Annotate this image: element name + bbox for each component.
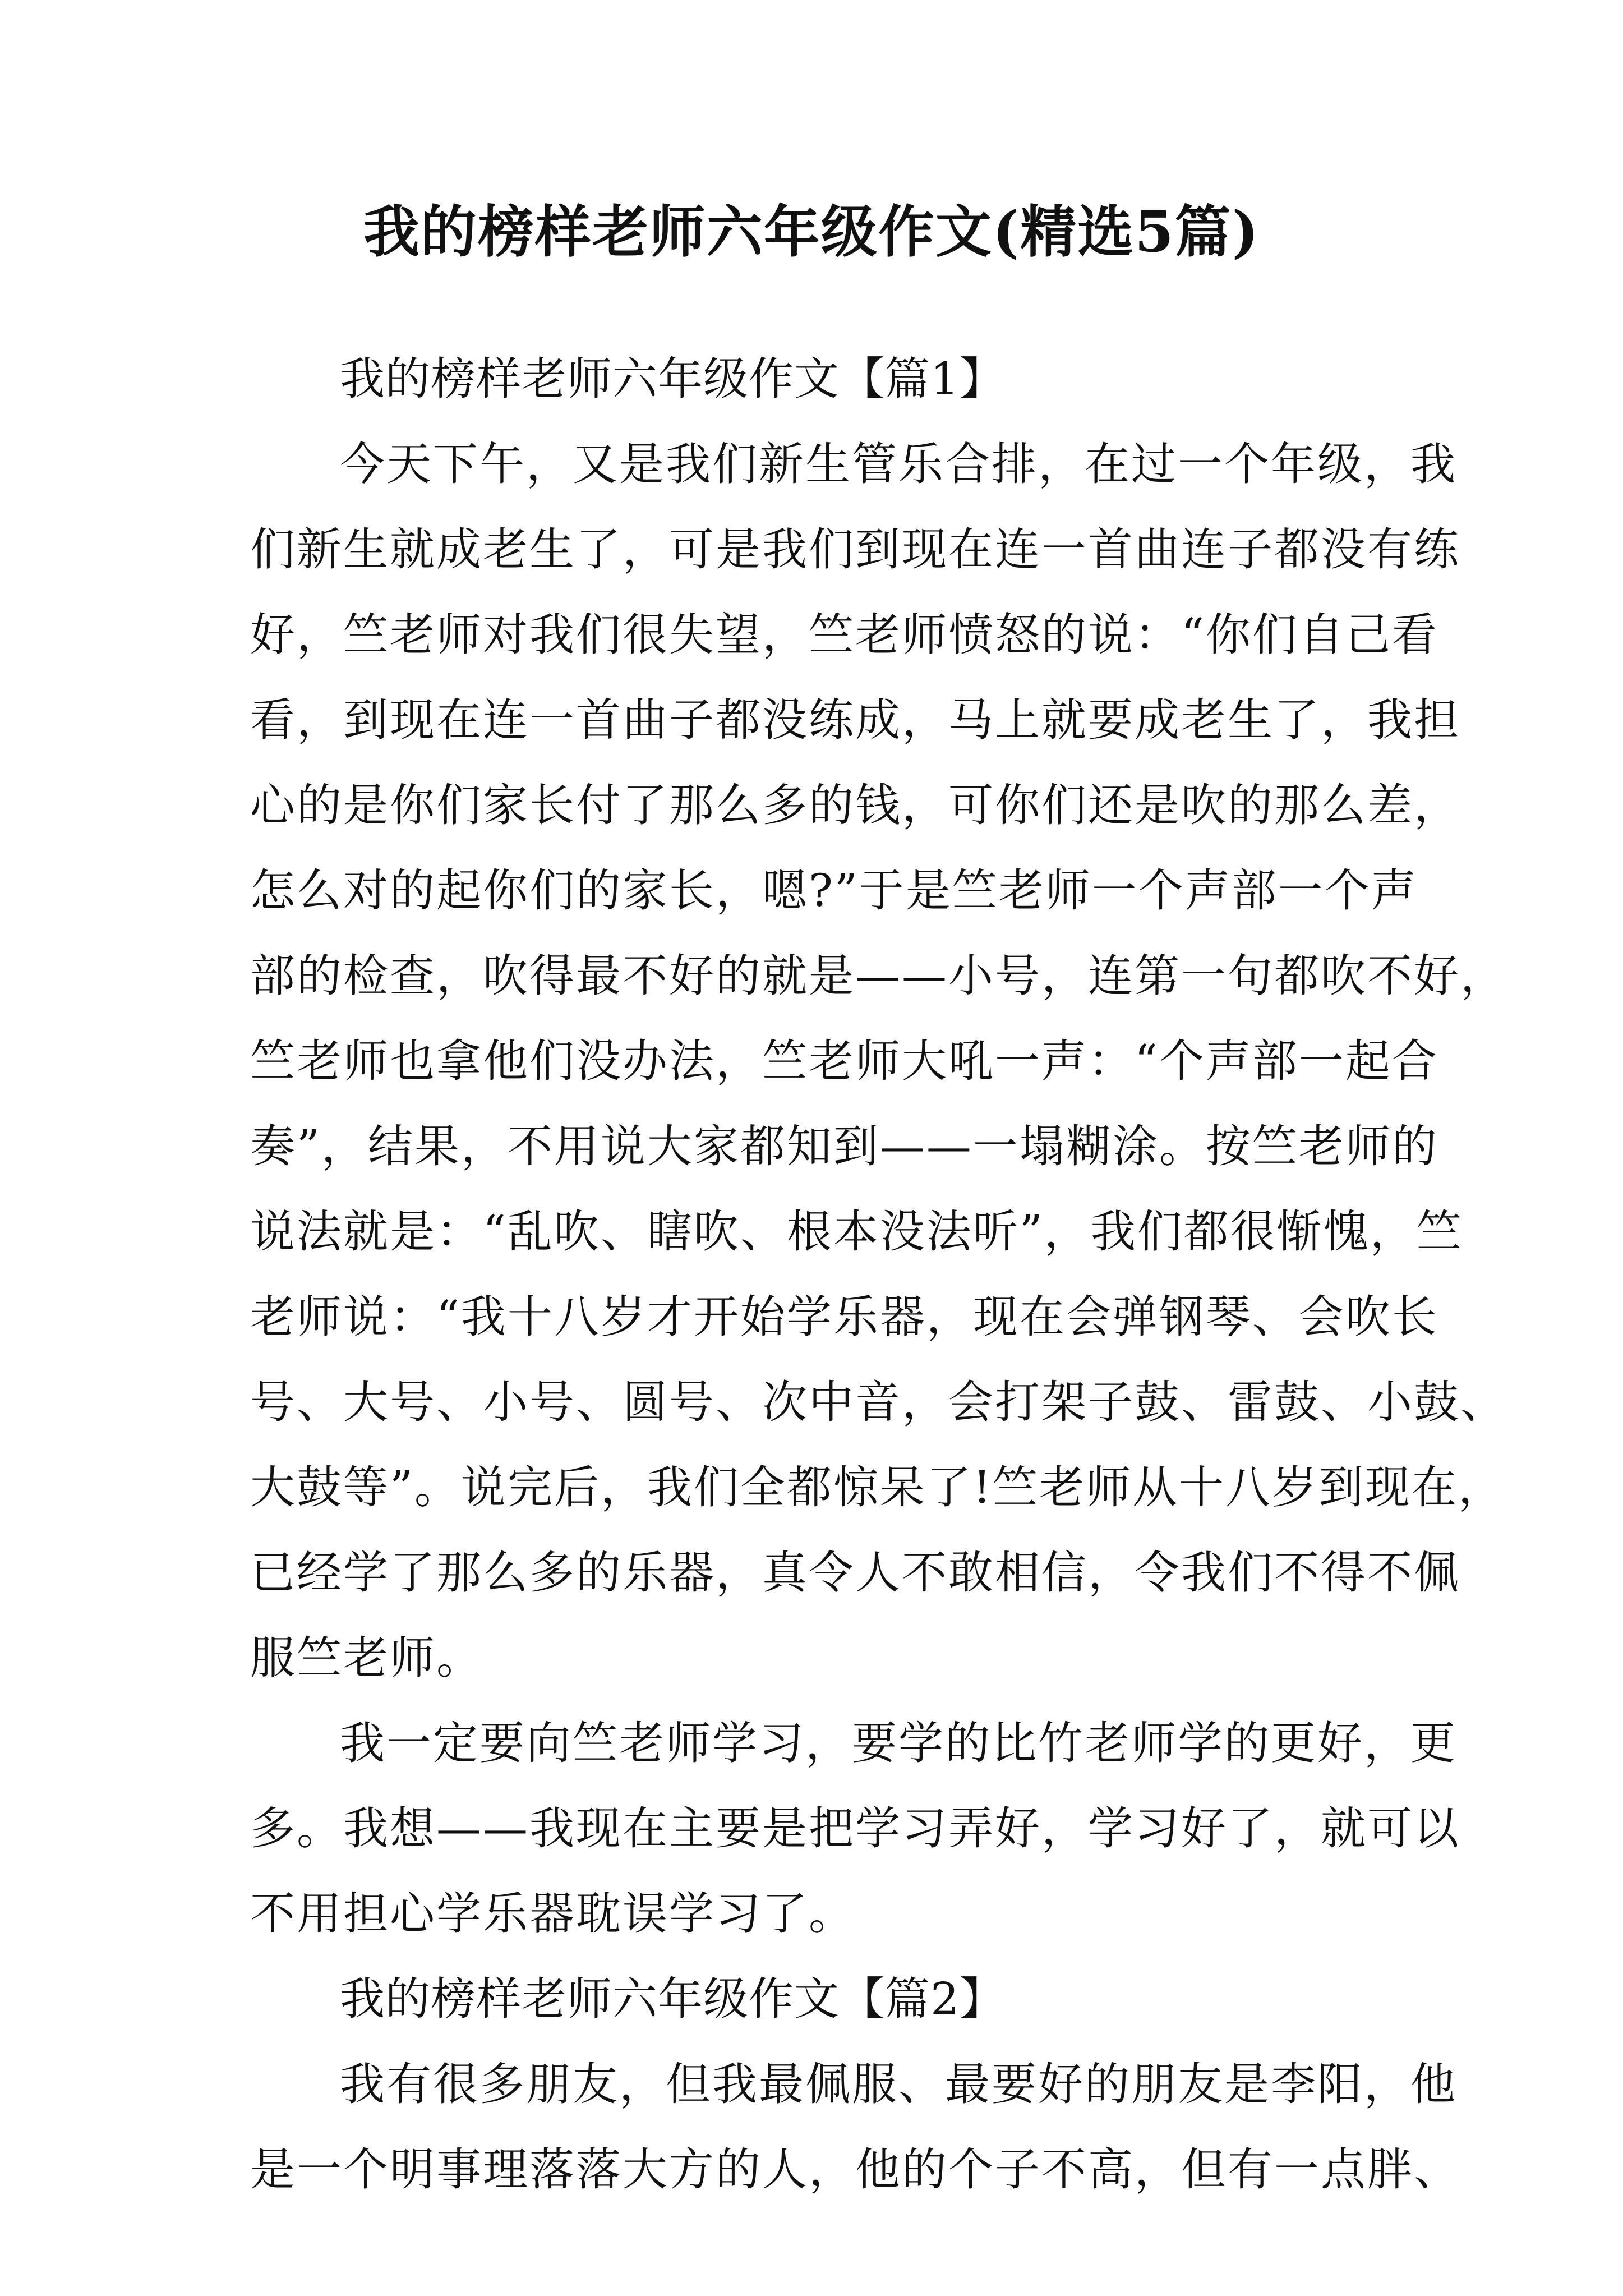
text-line: 今天下午，又是我们新生管乐合排，在过一个年级，我 xyxy=(340,438,1457,490)
text-line: 看，到现在连一首曲子都没练成，马上就要成老生了，我担 xyxy=(250,694,1460,746)
text-line: 已经学了那么多的乐器，真令人不敢相信，令我们不得不佩 xyxy=(250,1547,1460,1599)
text-line: 号、大号、小号、圆号、次中音，会打架子鼓、雷鼓、小鼓、 xyxy=(250,1376,1507,1428)
text-line: 大鼓等”。说完后，我们全都惊呆了!竺老师从十八岁到现在， xyxy=(250,1461,1505,1513)
text-line: 我有很多朋友，但我最佩服、最要好的朋友是李阳，他 xyxy=(340,2058,1457,2110)
text-line: 好，竺老师对我们很失望，竺老师愤怒的说：“你们自己看 xyxy=(250,609,1438,661)
text-line: 是一个明事理落落大方的人，他的个子不高，但有一点胖、 xyxy=(250,2143,1460,2196)
text-line: 不用担心学乐器耽误学习了。 xyxy=(250,1888,855,1940)
text-line: 说法就是：“乱吹、瞎吹、根本没法听”，我们都很惭愧，竺 xyxy=(250,1205,1463,1258)
section-heading-1: 我的榜样老师六年级作文【篇1】 xyxy=(340,353,1005,405)
text-line: 们新生就成老生了，可是我们到现在连一首曲连子都没有练 xyxy=(250,523,1460,576)
section-heading-2: 我的榜样老师六年级作文【篇2】 xyxy=(340,1973,1005,2025)
text-line: 服竺老师。 xyxy=(250,1632,483,1684)
text-line: 老师说：“我十八岁才开始学乐器，现在会弹钢琴、会吹长 xyxy=(250,1291,1438,1343)
document-body xyxy=(250,337,1507,2212)
text-line: 我一定要向竺老师学习，要学的比竹老师学的更好，更 xyxy=(340,1717,1457,1769)
text-line: 竺老师也拿他们没办法，竺老师大吼一声：“个声部一起合 xyxy=(250,1035,1438,1087)
document-title: 我的榜样老师六年级作文(精选5篇) xyxy=(363,199,1260,265)
text-line: 奏”，结果，不用说大家都知到——一塌糊涂。按竺老师的 xyxy=(250,1120,1438,1172)
text-line: 多。我想——我现在主要是把学习弄好，学习好了，就可以 xyxy=(250,1802,1460,1855)
text-line: 心的是你们家长付了那么多的钱，可你们还是吹的那么差， xyxy=(250,779,1460,831)
text-line: 怎么对的起你们的家长，嗯?”于是竺老师一个声部一个声 xyxy=(250,864,1418,917)
text-line: 部的检查，吹得最不好的就是——小号，连第一句都吹不好， xyxy=(250,950,1507,1002)
